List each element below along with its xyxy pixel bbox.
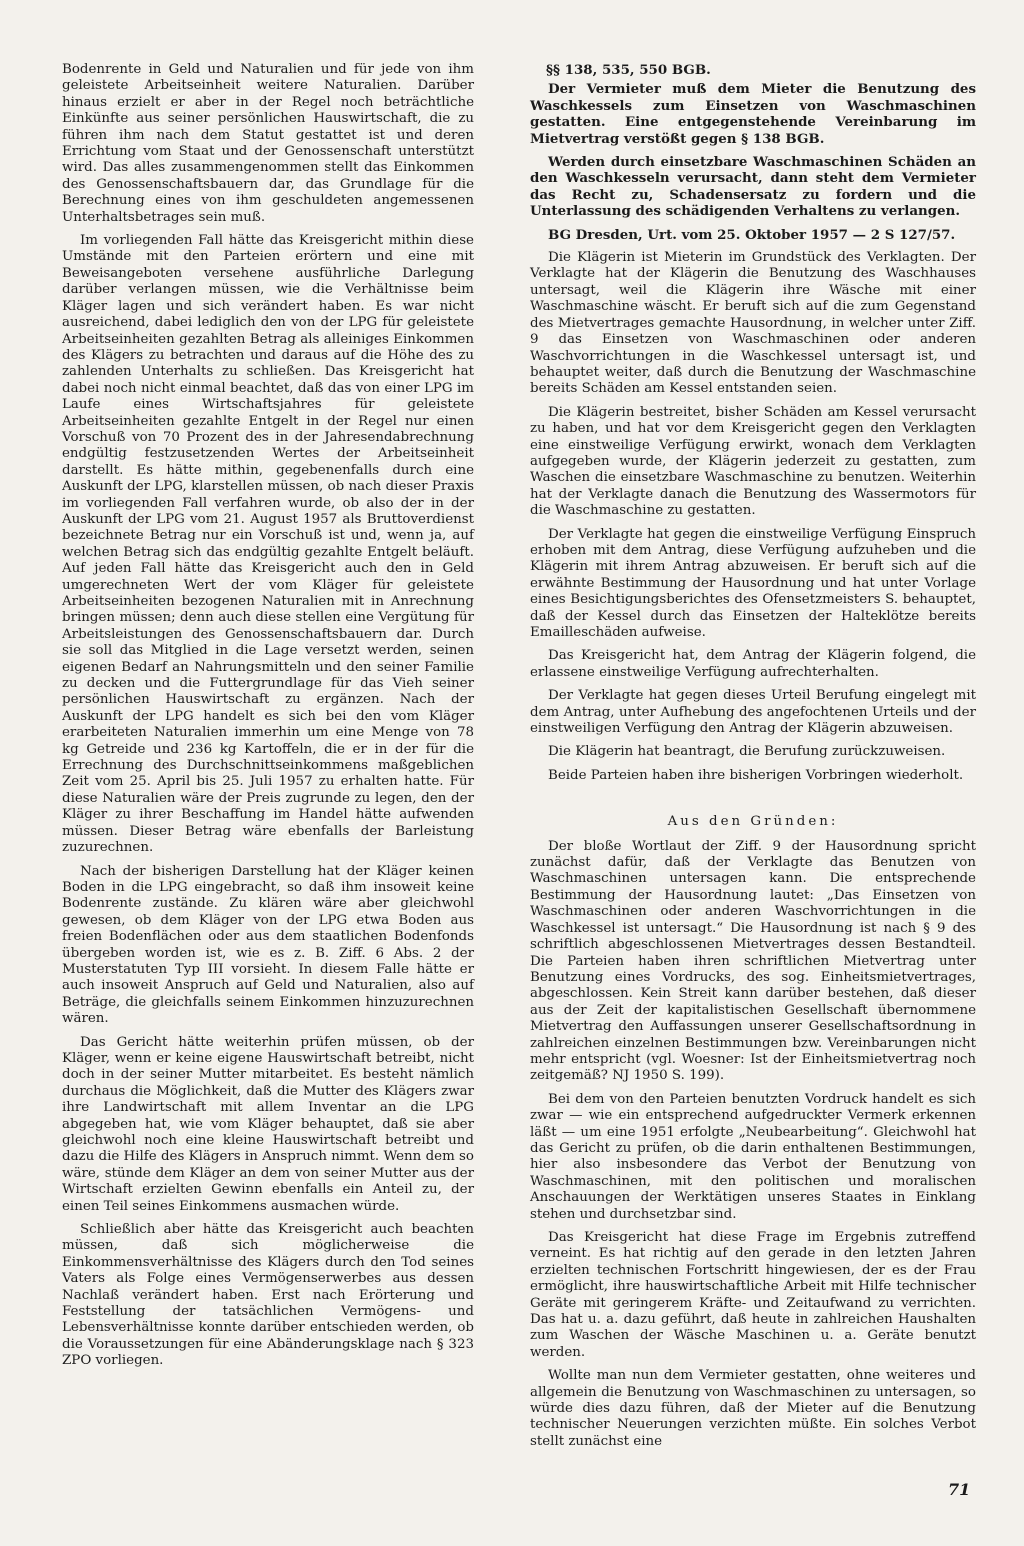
paragraph: Das Kreisgericht hat diese Frage im Ergebnis zutreffend verneint. Es hat richtig auf den gerade in den letzten Jahren erzielten technischen Fortschritt hingewiesen, der es der Frau ermöglicht, ihre hauswirtschaftliche Arbeit mit Hilfe technischer Geräte mit geringerem Kräfte- und Zeitaufwand zu verrichten. Das hat u. a. dazu geführt, daß heute in zahlreichen Haushalten zum Waschen der Wäsche Maschinen u. a. Geräte benutzt werden. bbox=[530, 1230, 976, 1360]
paragraph: Die Klägerin ist Mieterin im Grundstück des Verklagten. Der Verklagte hat der Klägerin die Benutzung des Waschhauses untersagt, weil die Klägerin ihre Wäsche mit einer Waschmaschine wäscht. Er beruft sich auf die zum Gegenstand des Mietvertrages gemachte Hausordnung, in welcher unter Ziff. 9 das Einsetzen von Waschmaschinen oder anderen Waschvorrichtungen in die Waschkessel untersagt ist, und behauptet weiter, daß durch die Benutzung der Waschmaschine bereits Schäden am Kessel entstanden seien. bbox=[530, 250, 976, 397]
law-reference: §§ 138, 535, 550 BGB. bbox=[546, 62, 711, 78]
paragraph: Der Verklagte hat gegen die einstweilige Verfügung Einspruch erhoben mit dem Antrag, diese Verfügung aufzuheben und die Klägerin mit ihrem Antrag abzuweisen. Er beruft sich auf die erwähnte Bestimmung der Hausordnung und hat unter Vorlage eines Besichtigungsberichtes des Ofensetzmeisters S. behauptet, daß der Kessel durch das Einsetzen der Halteklötze bereits Emailleschäden aufweise. bbox=[530, 526, 976, 640]
left-column bbox=[62, 62, 474, 1377]
headnote: Werden durch einsetzbare Waschmaschinen Schäden an den Waschkesseln verursacht, dann steht dem Vermieter das Recht zu, Schadensersatz zu fordern und die Unterlassung des schädigenden Verhaltens zu verlangen. bbox=[530, 154, 976, 220]
headnote: Der Vermieter muß dem Mieter die Benutzung des Waschkessels zum Einsetzen von Waschmaschinen gestatten. Eine entgegenstehende Vereinbarung im Mietvertrag verstößt gegen § 138 BGB. bbox=[530, 81, 976, 147]
paragraph: Schließlich aber hätte das Kreisgericht auch beachten müssen, daß sich möglicherweise die Einkommensverhältnisse des Klägers durch den Tod seines Vaters als Folge eines Vermögenserwerbes aus dessen Nachlaß verändert haben. Erst nach Erörterung und Feststellung der tatsächlichen Vermögens- und Lebensverhältnisse konnte darüber entschieden werden, ob die Voraussetzungen für eine Abänderungsklage nach § 323 ZPO vorliegen. bbox=[62, 1222, 474, 1369]
paragraph: Im vorliegenden Fall hätte das Kreisgericht mithin diese Umstände mit den Parteien erörtern und eine mit Beweisangeboten versehene ausführliche Darlegung darüber verlangen müssen, wie die Verhältnisse beim Kläger lagen und sich verändert haben. Es war nicht ausreichend, dabei lediglich den von der LPG für geleistete Arbeitseinheiten gezahlten Betrag als alleiniges Einkommen des Klägers zu betrachten und daraus auf die Höhe des zu zahlenden Unterhalts zu schließen. Das Kreisgericht hat dabei noch nicht einmal beachtet, daß das von einer LPG im Laufe eines Wirtschaftsjahres für geleistete Arbeitseinheiten gezahlte Entgelt in der Regel nur einen Vorschuß von 70 Prozent des in der Jahresendabrechnung endgültig festzusetzenden Wertes der Arbeitseinheit darstellt. Es hätte mithin, gegebenenfalls durch eine Auskunft der LPG, klarstellen müssen, ob nach dieser Praxis im vorliegenden Fall verfahren wurde, ob also der in der Auskunft der LPG vom 21. August 1957 als Bruttoverdienst bezeichnete Betrag nur ein Vorschuß ist und, wenn ja, auf welchen Betrag sich das endgültig gezahlte Entgelt beläuft. Auf jeden Fall hätte das Kreisgericht auch den in Geld umgerechneten Wert der vom Kläger für geleistete Arbeitseinheiten bezogenen Naturalien mit in Anrechnung bringen müssen; denn auch diese stellen eine Vergütung für Arbeitsleistungen des Genossenschaftsbauern dar. Durch sie soll das Mitglied in die Lage versetzt werden, seinen eigenen Bedarf an Nahrungsmitteln und den seiner Familie zu decken und die Futtergrundlage für das Vieh seiner persönlichen Hauswirtschaft zu ergänzen. Nach der Auskunft der LPG handelt es sich bei den vom Kläger erarbeiteten Naturalien immerhin um eine Menge von 78 kg Getreide und 236 kg Kartoffeln, die er in der für die Errechnung des Durchschnittseinkommens maßgeblichen Zeit vom 25. April bis 25. Juli 1957 zu erhalten hatte. Für diese Naturalien wäre der Preis zugrunde zu legen, den der Kläger zu ihrer Beschaffung im Handel hätte aufwenden müssen. Dieser Betrag wäre ebenfalls der Barleistung zuzurechnen. bbox=[62, 233, 474, 856]
page-number: 71 bbox=[948, 1480, 971, 1499]
paragraph: Der Verklagte hat gegen dieses Urteil Berufung eingelegt mit dem Antrag, unter Aufhebung des angefochtenen Urteils und der einstweiligen Verfügung den Antrag der Klägerin abzuweisen. bbox=[530, 688, 976, 737]
court-citation: BG Dresden, Urt. vom 25. Oktober 1957 — 2 S 127/57. bbox=[548, 226, 956, 243]
paragraph: Der bloße Wortlaut der Ziff. 9 der Hausordnung spricht zunächst dafür, daß der Verklagte das Benutzen von Waschmaschinen untersagen kann. Die entsprechende Bestimmung der Hausordnung lautet: „Das Einsetzen von Waschmaschinen oder anderen Waschvorrichtungen in die Waschkessel ist untersagt.“ Die Hausordnung ist nach § 9 des schriftlich abgeschlossenen Mietvertrages dessen Bestandteil. Die Parteien haben ihren schriftlichen Mietvertrag unter Benutzung eines Vordrucks, des sog. Einheitsmietvertrages, abgeschlossen. Kein Streit kann darüber bestehen, daß dieser aus der Zeit der kapitalistischen Gesellschaft übernommene Mietvertrag den Auffassungen unserer Gesellschaftsordnung in zahlreichen einzelnen Bestimmungen bzw. Vereinbarungen nicht mehr entspricht (vgl. Woesner: Ist der Einheitsmietvertrag noch zeitgemäß? NJ 1950 S. 199). bbox=[530, 838, 976, 1084]
paragraph: Bei dem von den Parteien benutzten Vordruck handelt es sich zwar — wie ein entsprechend aufgedruckter Vermerk erkennen läßt — um eine 1951 erfolgte „Neubearbeitung“. Gleichwohl hat das Gericht zu prüfen, ob die darin enthaltenen Bestimmungen, hier also insbesondere das Verbot der Benutzung von Waschmaschinen, mit den politischen und moralischen Anschauungen der Werktätigen unseres Staates in Einklang stehen und durchsetzbar sind. bbox=[530, 1091, 976, 1222]
section-heading: Aus den Gründen: bbox=[667, 814, 839, 830]
paragraph: Die Klägerin hat beantragt, die Berufung zurückzuweisen. bbox=[548, 744, 946, 760]
paragraph: Bodenrente in Geld und Naturalien und für jede von ihm geleistete Arbeitseinheit weitere Naturalien. Darüber hinaus erzielt er aber in der Regel noch beträchtliche Einkünfte aus seiner persönlichen Hauswirtschaft, die zu führen ihm nach dem Statut gestattet ist und deren Errichtung vom Staat und der Genossenschaft unterstützt wird. Das alles zusammengenommen stellt das Einkommen des Genossenschaftsbauern dar, das Grundlage für die Berechnung eines von ihm geschuldeten angemessenen Unterhaltsbetrages sein muß. bbox=[62, 62, 474, 225]
right-column bbox=[530, 62, 976, 1457]
paragraph: Das Gericht hätte weiterhin prüfen müssen, ob der Kläger, wenn er keine eigene Hauswirtschaft betreibt, nicht doch in der seiner Mutter mitarbeitet. Es besteht nämlich durchaus die Möglichkeit, daß die Mutter des Klägers zwar ihre Landwirtschaft mit allem Inventar an die LPG abgegeben hat, wie vom Kläger behauptet, daß sie aber gleichwohl noch eine kleine Hauswirtschaft betreibt und dazu die Hilfe des Klägers in Anspruch nimmt. Wenn dem so wäre, stünde dem Kläger an dem von seiner Mutter aus der Wirtschaft erzielten Gewinn ebenfalls ein Anteil zu, der einen Teil seines Einkommens ausmachen würde. bbox=[62, 1034, 474, 1214]
paragraph: Die Klägerin bestreitet, bisher Schäden am Kessel verursacht zu haben, und hat vor dem Kreisgericht gegen den Verklagten eine einstweilige Verfügung erwirkt, wonach dem Verklagten aufgegeben wurde, der Klägerin jederzeit zu gestatten, zum Waschen die einsetzbare Waschmaschine zu benutzen. Weiterhin hat der Verklagte danach die Benutzung des Wassermotors für die Waschmaschine zu gestatten. bbox=[530, 404, 976, 519]
paragraph: Das Kreisgericht hat, dem Antrag der Klägerin folgend, die erlassene einstweilige Verfügung aufrechterhalten. bbox=[530, 648, 976, 680]
paragraph: Beide Parteien haben ihre bisherigen Vorbringen wiederholt. bbox=[548, 767, 964, 783]
paragraph: Wollte man nun dem Vermieter gestatten, ohne weiteres und allgemein die Benutzung von Waschmaschinen zu untersagen, so würde dies dazu führen, daß der Mieter auf die Benutzung technischer Neuerungen verzichten müßte. Ein solches Verbot stellt zunächst eine bbox=[530, 1368, 976, 1449]
paragraph: Nach der bisherigen Darstellung hat der Kläger keinen Boden in die LPG eingebracht, so daß ihm insoweit keine Bodenrente zustände. Zu klären wäre aber gleichwohl gewesen, ob dem Kläger von der LPG etwa Boden aus freien Bodenflächen oder aus dem staatlichen Bodenfonds übergeben worden ist, wie es z. B. Ziff. 6 Abs. 2 der Musterstatuten Typ III vorsieht. In diesem Falle hätte er auch insoweit Anspruch auf Geld und Naturalien, also auf Beträge, die gleichfalls seinem Einkommen hinzuzurechnen wären. bbox=[62, 863, 474, 1027]
